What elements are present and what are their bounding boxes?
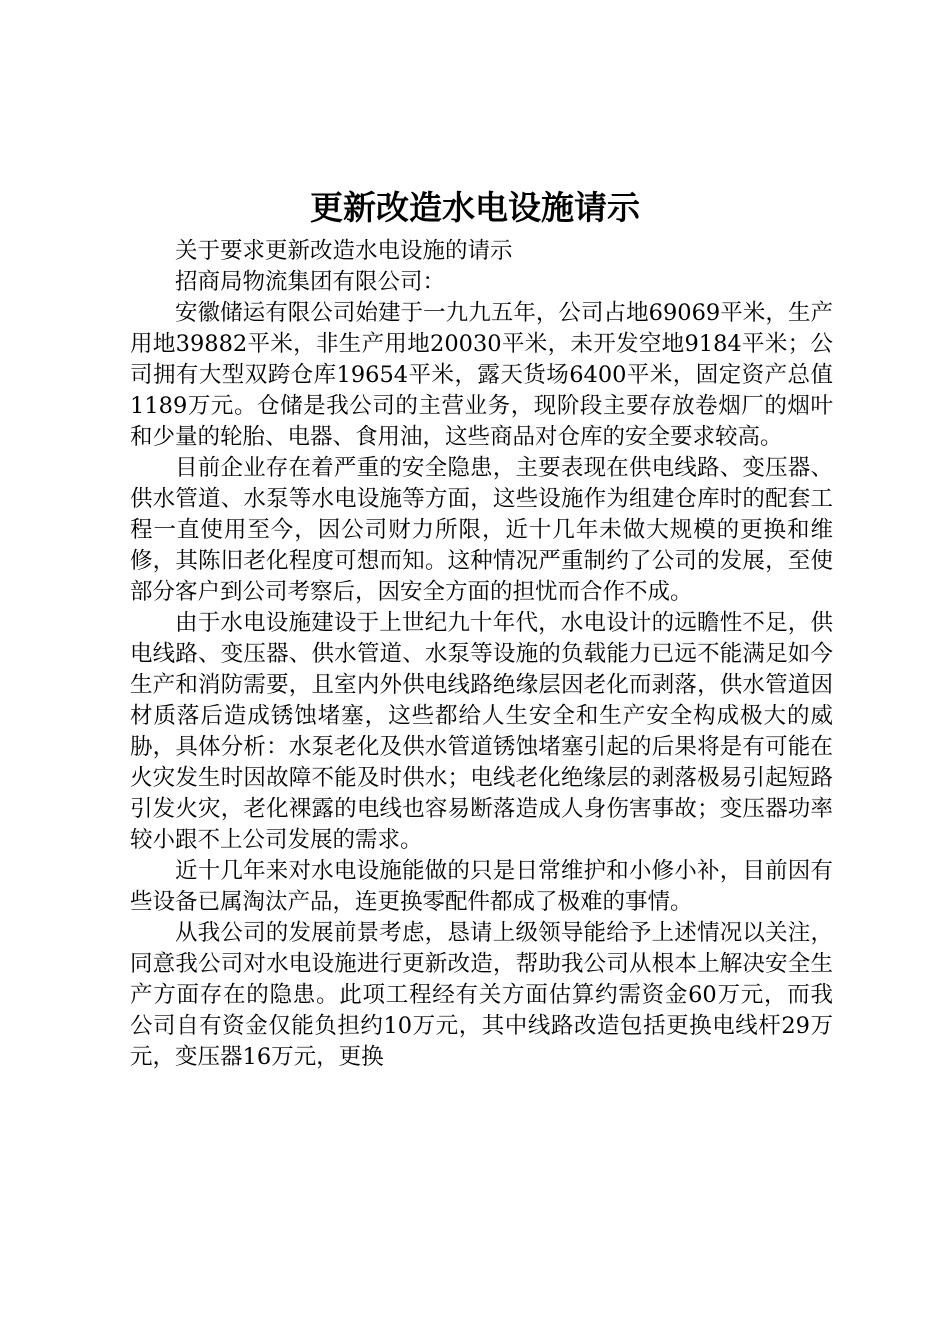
paragraph-addressee: 招商局物流集团有限公司： [175, 269, 446, 295]
paragraph-maintenance: 近十几年来对水电设施能做的只是日常维护和小修小补，目前因有些设备已属淘汰产品，连更换零配件都成了极难的事情。 [130, 858, 833, 915]
document-title: 更新改造水电设施请示 [310, 188, 640, 227]
paragraph-safety-hazards: 目前企业存在着严重的安全隐患，主要表现在供电线路、变压器、供水管道、水泵等水电设施等方面，这些设施作为组建仓库时的配套工程一直使用至今，因公司财力所限，近十几年未做大规模的更换和维修，其陈旧老化程度可想而知。这种情况严重制约了公司的发展，至使部分客户到公司考察后，因安全方面的担忧而合作不成。 [130, 455, 833, 605]
paragraph-subject: 关于要求更新改造水电设施的请示 [175, 238, 513, 264]
paragraph-analysis: 由于水电设施建设于上世纪九十年代，水电设计的远瞻性不足，供电线路、变压器、供水管道、水泵等设施的负载能力已远不能满足如今生产和消防需要，且室内外供电线路绝缘层因老化而剥落，供水管道因材质落后造成锈蚀堵塞，这些都给人生安全和生产安全构成极大的威胁，具体分析：水泵老化及供水管道锈蚀堵塞引起的后果将是有可能在火灾发生时因故障不能及时供水；电线老化绝缘层的剥落极易引起短路引发火灾，老化裸露的电线也容易断落造成人身伤害事故；变压器功率较小跟不上公司发展的需求。 [130, 610, 833, 853]
paragraph-company-overview: 安徽储运有限公司始建于一九九五年，公司占地69069平米，生产用地39882平米，非生产用地20030平米，未开发空地9184平米；公司拥有大型双跨仓库19654平米，露天货场6400平米，固定资产总值1189万元。仓储是我公司的主营业务，现阶段主要存放卷烟厂的烟叶和少量的轮胎、电器、食用油，这些商品对仓库的安全要求较高。 [130, 300, 833, 450]
paragraph-request: 从我公司的发展前景考虑，恳请上级领导能给予上述情况以关注，同意我公司对水电设施进行更新改造，帮助我公司从根本上解决安全生产方面存在的隐患。此项工程经有关方面估算约需资金60万元，而我公司自有资金仅能负担约10万元，其中线路改造包括更换电线杆29万元，变压器16万元，更换 [130, 920, 833, 1070]
document-body [130, 236, 833, 1073]
